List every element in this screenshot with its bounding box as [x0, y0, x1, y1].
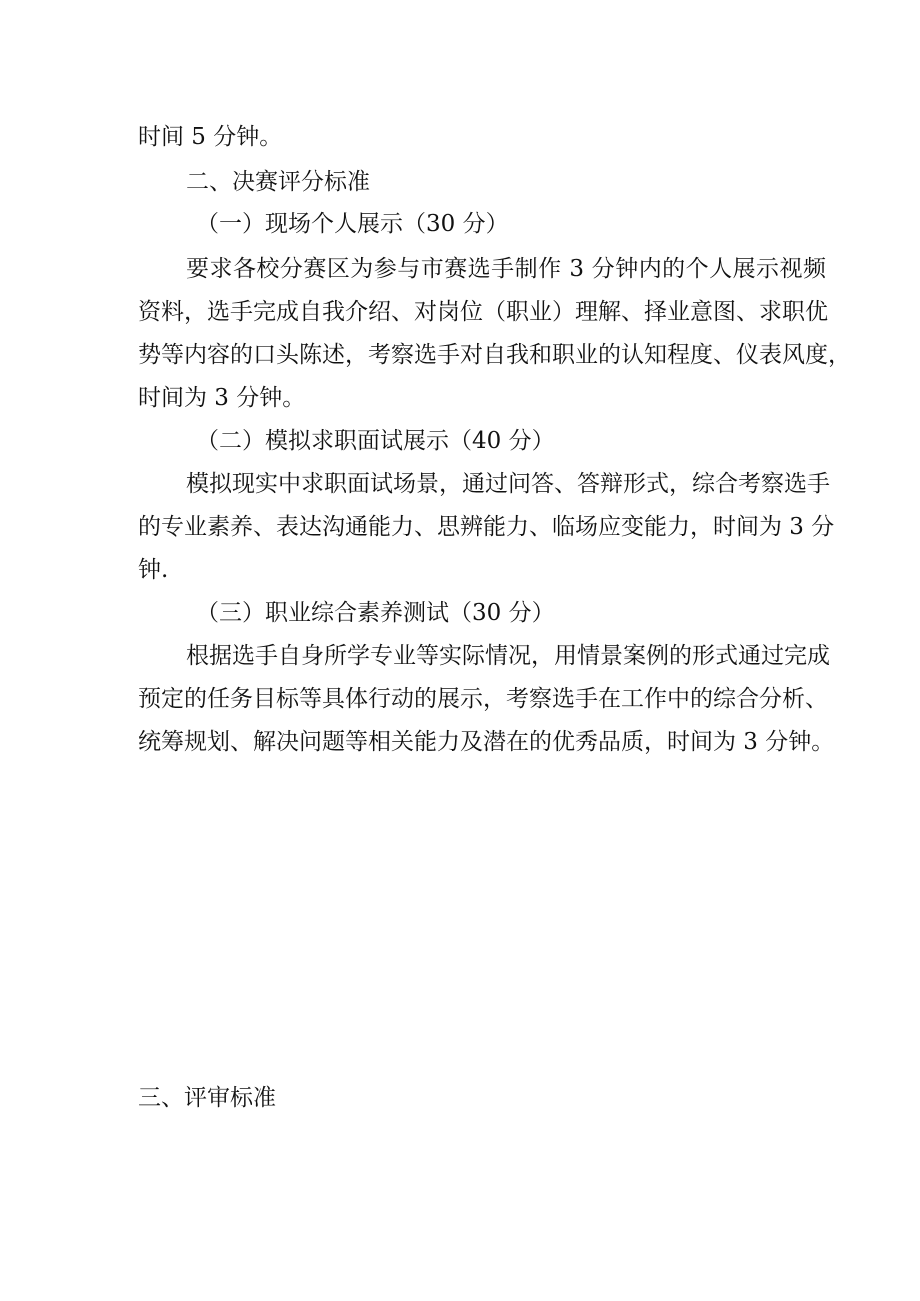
paragraph-line: 统筹规划、解决问题等相关能力及潜在的优秀品质，时间为 3 分钟。 [138, 729, 835, 755]
paragraph-line: 模拟现实中求职面试场景，通过问答、答辩形式，综合考察选手 [186, 471, 830, 497]
paragraph-line: 预定的任务目标等具体行动的展示，考察选手在工作中的综合分析、 [138, 686, 828, 712]
paragraph-line: 根据选手自身所学专业等实际情况，用情景案例的形式通过完成 [186, 643, 830, 669]
subsection-heading: （二）模拟求职面试展示（40 分） [196, 428, 555, 454]
subsection-heading: （一）现场个人展示（30 分） [196, 211, 509, 237]
section-heading: 三、评审标准 [138, 1085, 276, 1111]
section-heading: 二、决赛评分标准 [186, 169, 370, 195]
paragraph-line: 势等内容的口头陈述，考察选手对自我和职业的认知程度、仪表风度， [138, 342, 851, 368]
subsection-heading: （三）职业综合素养测试（30 分） [196, 600, 555, 626]
text-line: 时间 5 分钟。 [138, 124, 283, 150]
paragraph-line: 时间为 3 分钟。 [138, 385, 306, 411]
paragraph-line: 资料，选手完成自我介绍、对岗位（职业）理解、择业意图、求职优 [138, 299, 828, 325]
paragraph-line: 钟. [138, 557, 169, 583]
paragraph-line: 的专业素养、表达沟通能力、思辨能力、临场应变能力，时间为 3 分 [138, 514, 835, 540]
paragraph-line: 要求各校分赛区为参与市赛选手制作 3 分钟内的个人展示视频 [186, 256, 826, 282]
